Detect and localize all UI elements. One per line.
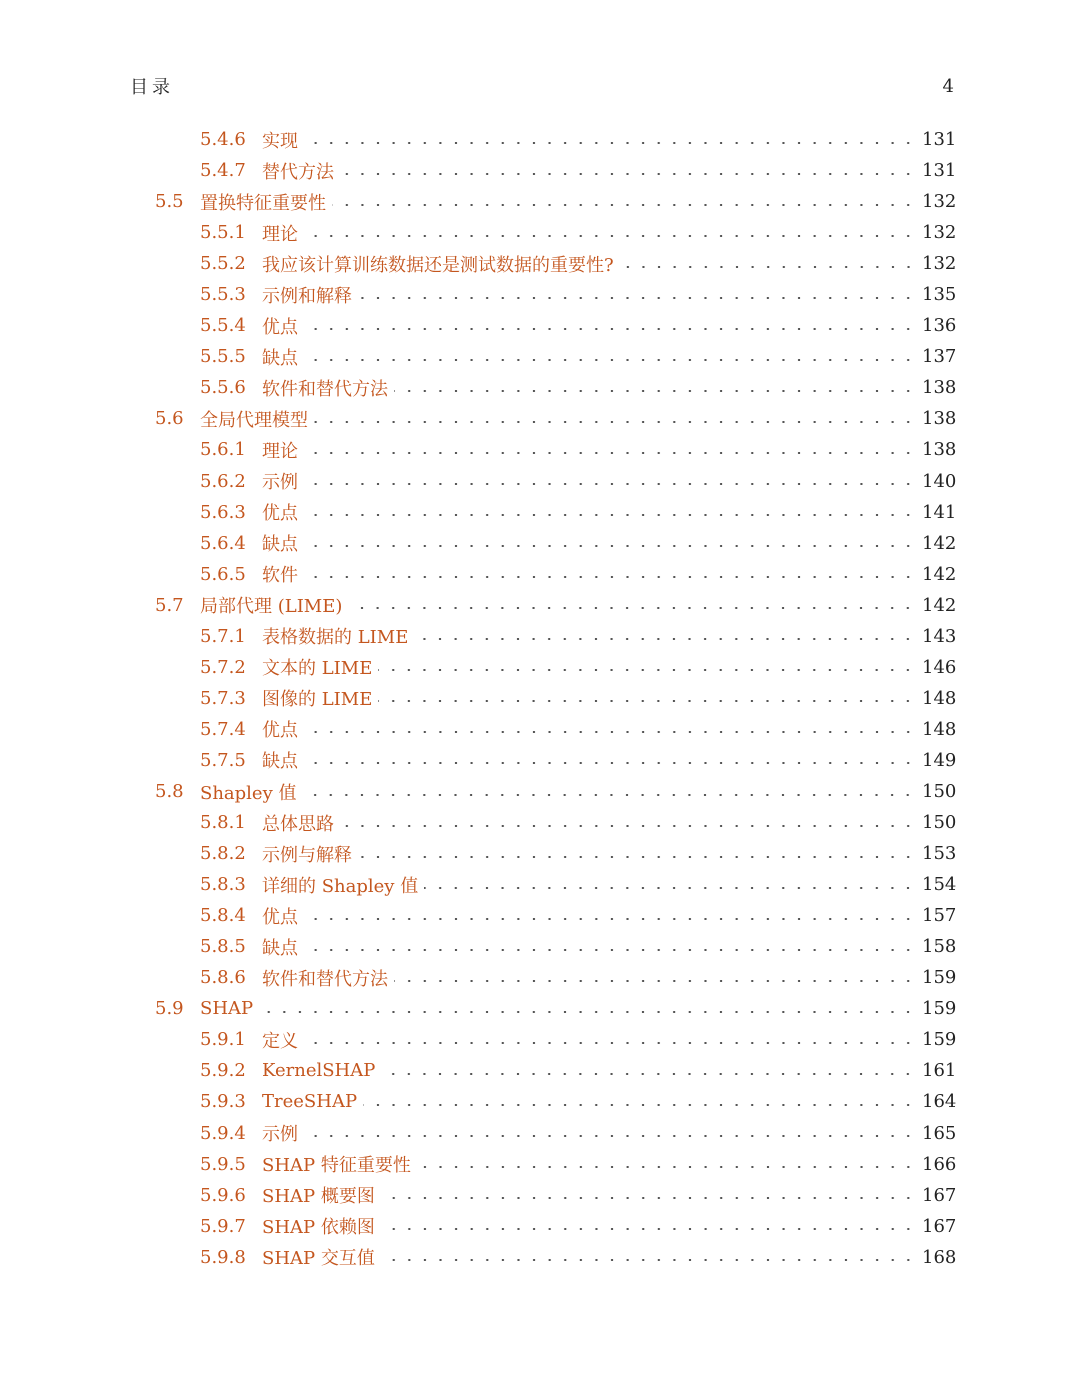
dot-leader (620, 266, 916, 268)
toc-section-entry[interactable] (0, 186, 1080, 217)
toc-entry-title: SHAP (200, 998, 254, 1020)
toc-entry-title: 理论 (262, 223, 298, 245)
toc-entry-title: SHAP 特征重要性 (262, 1155, 411, 1177)
toc-subsection-entry[interactable] (0, 372, 1080, 403)
dot-leader (304, 483, 916, 485)
toc-entry-title: 替代方法 (262, 161, 334, 183)
toc-entry-title: TreeSHAP (262, 1091, 358, 1113)
toc-subsection-entry[interactable] (0, 683, 1080, 714)
dot-leader (363, 1104, 916, 1106)
toc-entry-number: 5.4.6 (200, 129, 246, 151)
toc-entry-title: 置换特征重要性 (200, 192, 326, 214)
toc-subsection-entry[interactable] (0, 931, 1080, 962)
toc-subsection-entry[interactable] (0, 528, 1080, 559)
dot-leader (304, 514, 916, 516)
toc-subsection-entry[interactable] (0, 745, 1080, 776)
toc-entry-title: 理论 (262, 440, 298, 462)
toc-entry-title: 我应该计算训练数据还是测试数据的重要性? (262, 254, 614, 276)
toc-entry-number: 5.5.3 (200, 284, 246, 306)
toc-entry-page: 161 (922, 1060, 957, 1082)
toc-entry-title: 示例和解释 (262, 285, 352, 307)
toc-entry-number: 5.9.2 (200, 1060, 246, 1082)
toc-entry-page: 137 (922, 346, 957, 368)
toc-section-entry[interactable] (0, 993, 1080, 1024)
toc-entry-number: 5.7.1 (200, 625, 246, 647)
toc-entry-page: 138 (922, 439, 957, 461)
toc-entry-number: 5.9 (155, 998, 184, 1020)
dot-leader (348, 607, 916, 609)
toc-entry-number: 5.5.5 (200, 346, 246, 368)
toc-entry-number: 5.8.5 (200, 936, 246, 958)
toc-entry-page: 132 (922, 191, 957, 213)
toc-entry-title: 文本的 LIME (262, 658, 373, 680)
dot-leader (302, 794, 916, 796)
toc-entry-title: 总体思路 (262, 813, 334, 835)
dot-leader (304, 1135, 916, 1137)
toc-entry-page: 165 (922, 1122, 957, 1144)
toc-entry-number: 5.5.1 (200, 222, 246, 244)
toc-entry-number: 5.6.4 (200, 532, 246, 554)
toc-entry-page: 131 (922, 129, 957, 151)
toc-entry-page: 153 (922, 843, 957, 865)
toc-entry-number: 5.4.7 (200, 160, 246, 182)
toc-entry-number: 5.9.5 (200, 1153, 246, 1175)
toc-entry-number: 5.8.1 (200, 812, 246, 834)
toc-entry-page: 157 (922, 905, 957, 927)
dot-leader (304, 762, 916, 764)
toc-entry-number: 5.7.5 (200, 749, 246, 771)
toc-entry-page: 164 (922, 1091, 957, 1113)
toc-subsection-entry[interactable] (0, 652, 1080, 683)
toc-entry-page: 142 (922, 532, 957, 554)
toc-entry-title: 优点 (262, 720, 298, 742)
toc-subsection-entry[interactable] (0, 1118, 1080, 1149)
toc-entry-number: 5.6.2 (200, 470, 246, 492)
dot-leader (358, 856, 916, 858)
toc-entry-title: SHAP 概要图 (262, 1186, 375, 1208)
page-number: 4 (942, 75, 954, 97)
dot-leader (304, 359, 916, 361)
toc-subsection-entry[interactable] (0, 559, 1080, 590)
toc-entry-title: 表格数据的 LIME (262, 627, 409, 649)
toc-entry-number: 5.8 (155, 781, 184, 802)
toc-subsection-entry[interactable] (0, 1180, 1080, 1211)
dot-leader (304, 949, 916, 951)
toc-entry-page: 149 (922, 749, 957, 771)
toc-entry-title: 全局代理模型 (200, 409, 308, 431)
toc-subsection-entry[interactable] (0, 466, 1080, 497)
toc-subsection-entry[interactable] (0, 279, 1080, 310)
toc-subsection-entry[interactable] (0, 807, 1080, 838)
toc-entry-title: 软件 (262, 565, 298, 587)
toc-entry-title: Shapley 值 (200, 782, 297, 804)
dot-leader (304, 576, 916, 578)
toc-entry-title: SHAP 交互值 (262, 1248, 375, 1270)
toc-entry-page: 131 (922, 160, 957, 182)
toc-subsection-entry[interactable] (0, 248, 1080, 279)
dot-leader (304, 328, 916, 330)
toc-entry-page: 168 (922, 1246, 957, 1268)
toc-entry-title: 软件和替代方法 (262, 378, 388, 400)
toc-entry-title: 软件和替代方法 (262, 968, 388, 990)
dot-leader (332, 204, 916, 206)
dot-leader (381, 1073, 916, 1075)
toc-subsection-entry[interactable] (0, 341, 1080, 372)
dot-leader (378, 700, 916, 702)
toc-subsection-entry[interactable] (0, 124, 1080, 155)
toc-entry-page: 146 (922, 656, 957, 678)
toc-subsection-entry[interactable] (0, 869, 1080, 900)
toc-subsection-entry[interactable] (0, 310, 1080, 341)
toc-subsection-entry[interactable] (0, 434, 1080, 465)
toc-subsection-entry[interactable] (0, 1242, 1080, 1273)
toc-entry-number: 5.7.4 (200, 718, 246, 740)
toc-subsection-entry[interactable] (0, 155, 1080, 186)
dot-leader (314, 421, 916, 423)
dot-leader (340, 825, 916, 827)
toc-entry-page: 167 (922, 1184, 957, 1206)
toc-entry-page: 167 (922, 1215, 957, 1237)
toc-entry-title: KernelSHAP (262, 1060, 376, 1082)
toc-entry-page: 142 (922, 594, 957, 616)
toc-entry-page: 132 (922, 222, 957, 244)
toc-entry-page: 141 (922, 501, 957, 523)
dot-leader (340, 173, 916, 175)
toc-entry-title: 示例与解释 (262, 844, 352, 866)
toc-entry-title: 优点 (262, 316, 298, 338)
toc-entry-number: 5.7 (155, 594, 184, 616)
toc-entry-title: 优点 (262, 503, 298, 525)
toc-entry-title: 图像的 LIME (262, 689, 373, 711)
toc-entry-title: 缺点 (262, 751, 298, 773)
toc-subsection-entry[interactable] (0, 1024, 1080, 1055)
dot-leader (381, 1259, 916, 1261)
dot-leader (304, 545, 916, 547)
toc-entry-number: 5.5.2 (200, 253, 246, 275)
toc-entry-page: 166 (922, 1153, 957, 1175)
toc-section-entry[interactable] (0, 590, 1080, 621)
table-of-contents (0, 124, 1080, 1273)
toc-subsection-entry[interactable] (0, 900, 1080, 931)
toc-entry-page: 150 (922, 781, 957, 802)
toc-entry-page: 135 (922, 284, 957, 306)
toc-entry-number: 5.8.6 (200, 967, 246, 989)
toc-entry-page: 138 (922, 408, 957, 430)
dot-leader (304, 918, 916, 920)
toc-entry-number: 5.5.4 (200, 315, 246, 337)
toc-entry-number: 5.7.3 (200, 687, 246, 709)
toc-subsection-entry[interactable] (0, 621, 1080, 652)
toc-entry-number: 5.9.8 (200, 1246, 246, 1268)
toc-entry-title: SHAP 依赖图 (262, 1217, 375, 1239)
toc-subsection-entry[interactable] (0, 217, 1080, 248)
toc-entry-page: 138 (922, 377, 957, 399)
toc-entry-page: 159 (922, 967, 957, 989)
toc-entry-title: 详细的 Shapley 值 (262, 875, 419, 897)
dot-leader (259, 1011, 916, 1013)
toc-entry-page: 132 (922, 253, 957, 275)
page-header (130, 72, 954, 100)
toc-entry-page: 159 (922, 998, 957, 1020)
toc-section-entry[interactable] (0, 403, 1080, 434)
toc-entry-number: 5.9.1 (200, 1029, 246, 1051)
toc-entry-number: 5.6.3 (200, 501, 246, 523)
toc-entry-page: 150 (922, 812, 957, 834)
toc-entry-title: 局部代理 (LIME) (200, 596, 343, 618)
dot-leader (381, 1197, 916, 1199)
toc-subsection-entry[interactable] (0, 1149, 1080, 1180)
toc-entry-title: 定义 (262, 1030, 298, 1052)
dot-leader (304, 452, 916, 454)
toc-entry-number: 5.8.2 (200, 843, 246, 865)
dot-leader (414, 638, 916, 640)
toc-entry-number: 5.9.7 (200, 1215, 246, 1237)
toc-entry-title: 缺点 (262, 534, 298, 556)
toc-entry-number: 5.9.4 (200, 1122, 246, 1144)
toc-entry-page: 143 (922, 625, 957, 647)
toc-entry-title: 缺点 (262, 937, 298, 959)
toc-entry-title: 缺点 (262, 347, 298, 369)
toc-subsection-entry[interactable] (0, 1086, 1080, 1117)
dot-leader (304, 142, 916, 144)
toc-entry-page: 154 (922, 874, 957, 896)
toc-entry-number: 5.6.5 (200, 563, 246, 585)
toc-entry-page: 159 (922, 1029, 957, 1051)
dot-leader (304, 235, 916, 237)
dot-leader (378, 669, 916, 671)
toc-subsection-entry[interactable] (0, 1055, 1080, 1086)
toc-subsection-entry[interactable] (0, 838, 1080, 869)
toc-entry-number: 5.8.3 (200, 874, 246, 896)
toc-entry-title: 示例 (262, 1124, 298, 1146)
toc-subsection-entry[interactable] (0, 714, 1080, 745)
toc-entry-number: 5.9.3 (200, 1091, 246, 1113)
toc-entry-number: 5.6 (155, 408, 184, 430)
toc-entry-number: 5.6.1 (200, 439, 246, 461)
toc-entry-number: 5.5.6 (200, 377, 246, 399)
toc-subsection-entry[interactable] (0, 962, 1080, 993)
dot-leader (424, 887, 916, 889)
running-header-title: 目录 (130, 77, 174, 98)
dot-leader (417, 1166, 916, 1168)
dot-leader (358, 297, 916, 299)
toc-entry-title: 示例 (262, 472, 298, 494)
toc-section-entry[interactable] (0, 776, 1080, 807)
toc-entry-page: 142 (922, 563, 957, 585)
toc-entry-number: 5.7.2 (200, 656, 246, 678)
toc-entry-number: 5.8.4 (200, 905, 246, 927)
dot-leader (304, 1042, 916, 1044)
toc-entry-number: 5.5 (155, 191, 184, 213)
toc-entry-page: 140 (922, 470, 957, 492)
toc-entry-page: 148 (922, 718, 957, 740)
toc-subsection-entry[interactable] (0, 497, 1080, 528)
toc-entry-page: 158 (922, 936, 957, 958)
toc-entry-page: 148 (922, 687, 957, 709)
toc-subsection-entry[interactable] (0, 1211, 1080, 1242)
dot-leader (394, 980, 916, 982)
toc-entry-title: 实现 (262, 130, 298, 152)
dot-leader (394, 390, 916, 392)
dot-leader (304, 731, 916, 733)
toc-entry-page: 136 (922, 315, 957, 337)
toc-entry-number: 5.9.6 (200, 1184, 246, 1206)
dot-leader (381, 1228, 916, 1230)
toc-entry-title: 优点 (262, 906, 298, 928)
